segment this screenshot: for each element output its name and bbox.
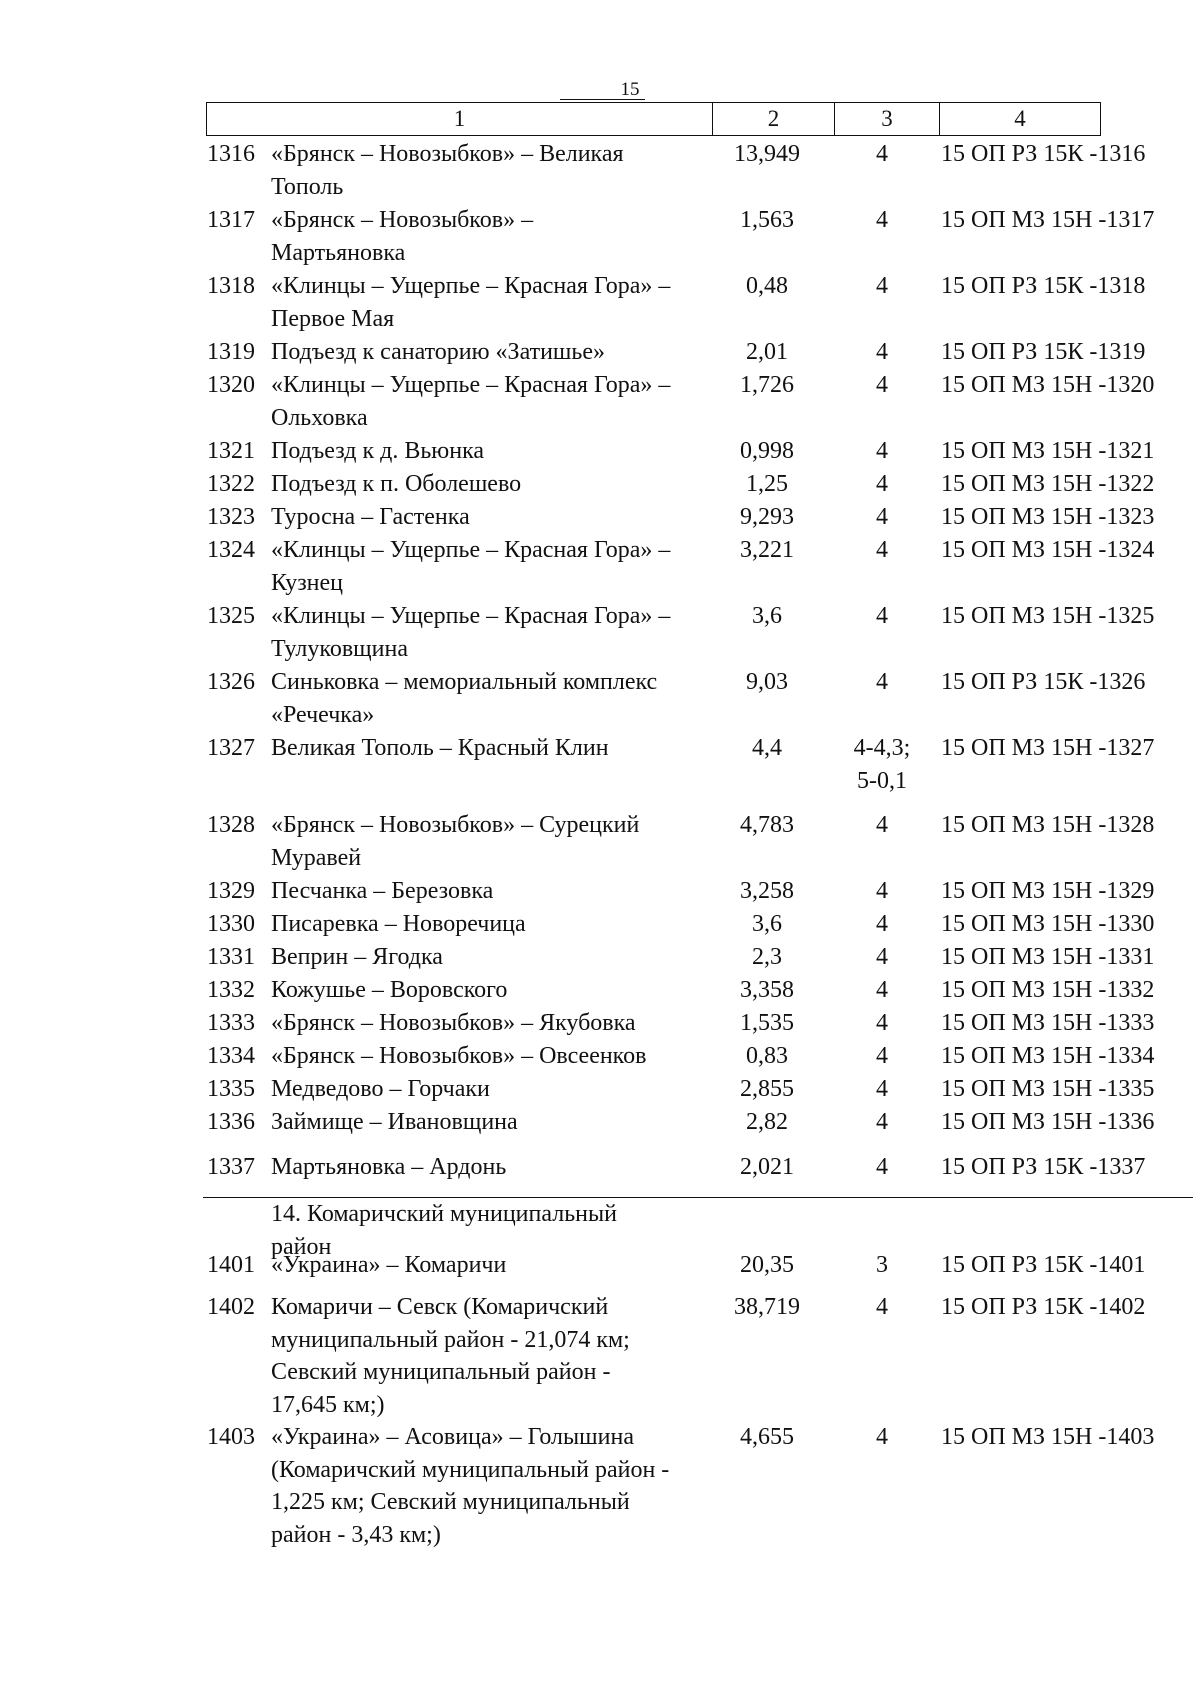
page-number-underline — [560, 99, 645, 100]
road-category-line: 4 — [876, 812, 888, 838]
road-category-line: 4 — [876, 1154, 888, 1180]
road-name-line: Мартьяновка — [271, 239, 406, 266]
road-name-line: «Украина» – Асовица» – Голышина — [271, 1424, 634, 1450]
row-number: 1326 — [207, 669, 255, 695]
road-length: 9,03 — [746, 669, 788, 695]
row-number: 1320 — [207, 372, 255, 398]
road-length: 0,48 — [746, 273, 788, 299]
road-category-line: 4 — [876, 207, 888, 233]
road-name-line: «Брянск – Новозыбков» – — [271, 207, 534, 233]
road-name — [271, 974, 711, 1007]
road-category — [832, 369, 932, 402]
road-name-line: «Клинцы – Ущерпье – Красная Гора» – — [271, 372, 671, 398]
road-code: 15 ОП МЗ 15Н -1330 — [941, 911, 1155, 937]
road-name — [271, 270, 711, 335]
road-category — [832, 336, 932, 369]
road-length: 3,6 — [752, 911, 782, 937]
road-length: 0,998 — [740, 438, 794, 464]
road-category-line: 4 — [876, 1076, 888, 1102]
road-name — [271, 732, 711, 765]
road-code: 15 ОП МЗ 15Н -1324 — [941, 537, 1155, 563]
road-category-line: 4 — [876, 669, 888, 695]
road-code: 15 ОП МЗ 15Н -1321 — [941, 438, 1155, 464]
road-name-line: Тулуковщина — [271, 635, 408, 662]
road-name-line: Подъезд к п. Оболешево — [271, 471, 522, 497]
road-name — [271, 204, 711, 269]
road-category — [832, 908, 932, 941]
road-category-line: 4 — [876, 1010, 888, 1036]
road-code: 15 ОП МЗ 15Н -1332 — [941, 977, 1155, 1003]
road-name-line: «Клинцы – Ущерпье – Красная Гора» – — [271, 603, 671, 629]
road-category-line: 3 — [876, 1252, 888, 1278]
row-number: 1402 — [207, 1294, 255, 1320]
road-category-line: 4 — [876, 911, 888, 937]
road-category-line: 4 — [876, 944, 888, 970]
road-code: 15 ОП МЗ 15Н -1403 — [941, 1424, 1155, 1450]
road-code: 15 ОП РЗ 15К -1319 — [941, 339, 1146, 365]
road-code: 15 ОП МЗ 15Н -1329 — [941, 878, 1155, 904]
row-number: 1325 — [207, 603, 255, 629]
road-code: 15 ОП МЗ 15Н -1333 — [941, 1010, 1155, 1036]
header-col-2: 2 — [767, 106, 780, 131]
road-category — [832, 666, 932, 699]
road-category — [832, 1007, 932, 1040]
road-category — [832, 1421, 932, 1454]
row-number: 1401 — [207, 1252, 255, 1278]
row-number: 1321 — [207, 438, 255, 464]
road-category-line: 4 — [876, 1424, 888, 1450]
road-name-line: муниципальный район - 21,074 км; — [271, 1326, 630, 1353]
road-category-line: 4 — [876, 438, 888, 464]
road-category — [832, 501, 932, 534]
row-number: 1331 — [207, 944, 255, 970]
road-name-line: Севский муниципальный район - — [271, 1359, 611, 1385]
road-name-line: «Брянск – Новозыбков» – Сурецкий — [271, 812, 640, 838]
road-name-line: Мартьяновка – Ардонь — [271, 1154, 507, 1180]
road-name-line: «Брянск – Новозыбков» – Овсеенков — [271, 1043, 647, 1069]
road-category-line: 4-4,3; — [853, 735, 911, 761]
road-name — [271, 501, 711, 534]
road-name-line: Ольховка — [271, 404, 368, 431]
road-category-line: 4 — [876, 339, 888, 365]
road-code: 15 ОП МЗ 15Н -1331 — [941, 944, 1155, 970]
row-number: 1328 — [207, 812, 255, 838]
road-name-line: Муравей — [271, 844, 362, 871]
road-length: 4,655 — [740, 1424, 794, 1450]
road-name-line: район — [271, 1233, 332, 1260]
road-length: 38,719 — [734, 1294, 800, 1320]
road-name-line: Туросна – Гастенка — [271, 504, 470, 530]
header-col-1: 1 — [453, 106, 466, 131]
road-name — [271, 1007, 711, 1040]
road-length: 3,258 — [740, 878, 794, 904]
road-name-line: Займище – Ивановщина — [271, 1109, 518, 1135]
road-code: 15 ОП МЗ 15Н -1327 — [941, 735, 1155, 761]
page-number: 15 — [620, 79, 640, 100]
road-name — [271, 1291, 711, 1421]
row-number: 1323 — [207, 504, 255, 530]
road-name-line: Кузнец — [271, 569, 344, 596]
road-name — [271, 369, 711, 434]
road-category — [832, 732, 932, 797]
road-code: 15 ОП РЗ 15К -1326 — [941, 669, 1146, 695]
road-name-line: Комаричи – Севск (Комаричский — [271, 1294, 609, 1320]
road-length: 13,949 — [734, 141, 800, 167]
road-name — [271, 138, 711, 203]
road-code: 15 ОП РЗ 15К -1402 — [941, 1294, 1146, 1320]
road-name-line: Медведово – Горчаки — [271, 1076, 490, 1102]
road-category-line: 4 — [876, 273, 888, 299]
road-name — [271, 600, 711, 665]
road-length: 2,021 — [740, 1154, 794, 1180]
row-number: 1336 — [207, 1109, 255, 1135]
road-name-line: «Клинцы – Ущерпье – Красная Гора» – — [271, 537, 671, 563]
road-category — [832, 974, 932, 1007]
road-category-line: 5-0,1 — [857, 767, 907, 794]
road-name-line: Кожушье – Воровского — [271, 977, 508, 1003]
road-category — [832, 600, 932, 633]
road-category — [832, 809, 932, 842]
road-name-line: Подъезд к д. Вьюнка — [271, 438, 485, 464]
road-category — [832, 138, 932, 171]
road-code: 15 ОП МЗ 15Н -1320 — [941, 372, 1155, 398]
road-category — [832, 1151, 932, 1184]
road-category — [832, 270, 932, 303]
road-category — [832, 1040, 932, 1073]
road-name-line: район - 3,43 км;) — [271, 1521, 441, 1548]
road-category-line: 4 — [876, 977, 888, 1003]
road-category — [832, 204, 932, 237]
road-category — [832, 1249, 932, 1282]
row-number: 1337 — [207, 1154, 255, 1180]
road-name-line: Первое Мая — [271, 305, 395, 332]
road-name — [271, 875, 711, 908]
road-name-line: Песчанка – Березовка — [271, 878, 494, 904]
road-name — [271, 941, 711, 974]
road-category-line: 4 — [876, 471, 888, 497]
road-name-line: «Брянск – Новозыбков» – Якубовка — [271, 1010, 636, 1036]
row-number: 1332 — [207, 977, 255, 1003]
road-category — [832, 875, 932, 908]
road-length: 4,4 — [752, 735, 782, 761]
road-name-line: (Комаричский муниципальный район - — [271, 1456, 670, 1483]
road-name — [271, 1421, 711, 1551]
road-name — [271, 1106, 711, 1139]
road-length: 1,726 — [740, 372, 794, 398]
road-name — [271, 1040, 711, 1073]
road-code: 15 ОП МЗ 15Н -1335 — [941, 1076, 1155, 1102]
road-name-line: Тополь — [271, 173, 344, 200]
road-category-line: 4 — [876, 504, 888, 530]
road-code: 15 ОП МЗ 15Н -1323 — [941, 504, 1155, 530]
header-col-3: 3 — [881, 106, 893, 131]
road-name — [271, 435, 711, 468]
row-number: 1335 — [207, 1076, 255, 1102]
road-name-line: «Клинцы – Ущерпье – Красная Гора» – — [271, 273, 671, 299]
road-name-line: «Брянск – Новозыбков» – Великая — [271, 141, 624, 167]
road-name-line: Писаревка – Новоречица — [271, 911, 526, 937]
row-number: 1316 — [207, 141, 255, 167]
row-number: 1333 — [207, 1010, 255, 1036]
road-code: 15 ОП РЗ 15К -1401 — [941, 1252, 1146, 1278]
road-code: 15 ОП МЗ 15Н -1317 — [941, 207, 1155, 233]
road-length: 2,3 — [752, 944, 782, 970]
road-name — [271, 666, 711, 731]
road-name-line: 17,645 км;) — [271, 1391, 385, 1418]
road-code: 15 ОП МЗ 15Н -1334 — [941, 1043, 1155, 1069]
road-category-line: 4 — [876, 603, 888, 629]
row-number: 1327 — [207, 735, 255, 761]
road-category-line: 4 — [876, 141, 888, 167]
road-name-line: «Речечка» — [271, 701, 375, 728]
road-code: 15 ОП РЗ 15К -1318 — [941, 273, 1146, 299]
road-name-line: Синьковка – мемориальный комплекс — [271, 669, 658, 695]
road-category — [832, 1073, 932, 1106]
road-length: 3,221 — [740, 537, 794, 563]
road-name — [271, 809, 711, 874]
road-name — [271, 468, 711, 501]
road-category — [832, 941, 932, 974]
road-category — [832, 534, 932, 567]
road-length: 9,293 — [740, 504, 794, 530]
row-number: 1319 — [207, 339, 255, 365]
road-length: 3,358 — [740, 977, 794, 1003]
row-number: 1322 — [207, 471, 255, 497]
road-length: 1,535 — [740, 1010, 794, 1036]
road-name-line: Великая Тополь – Красный Клин — [271, 735, 609, 761]
road-code: 15 ОП РЗ 15К -1316 — [941, 141, 1146, 167]
road-code: 15 ОП МЗ 15Н -1325 — [941, 603, 1155, 629]
road-length: 2,01 — [746, 339, 788, 365]
row-number: 1330 — [207, 911, 255, 937]
road-category-line: 4 — [876, 1294, 888, 1320]
road-category-line: 4 — [876, 372, 888, 398]
road-name — [271, 1249, 711, 1282]
road-length: 1,563 — [740, 207, 794, 233]
road-category-line: 4 — [876, 1109, 888, 1135]
road-name — [271, 1073, 711, 1106]
row-number: 1329 — [207, 878, 255, 904]
road-length: 4,783 — [740, 812, 794, 838]
road-name — [271, 908, 711, 941]
road-length: 0,83 — [746, 1043, 788, 1069]
row-number: 1403 — [207, 1424, 255, 1450]
road-name-line: Подъезд к санаторию «Затишье» — [271, 339, 606, 365]
road-code: 15 ОП РЗ 15К -1337 — [941, 1154, 1146, 1180]
road-code: 15 ОП МЗ 15Н -1336 — [941, 1109, 1155, 1135]
road-category — [832, 435, 932, 468]
road-name — [271, 534, 711, 599]
road-name — [271, 1151, 711, 1184]
section-divider — [203, 1197, 1193, 1198]
header-col-4: 4 — [1014, 106, 1026, 131]
road-name-line: «Украина» – Комаричи — [271, 1252, 507, 1278]
row-number: 1334 — [207, 1043, 255, 1069]
road-category-line: 4 — [876, 1043, 888, 1069]
road-length: 2,855 — [740, 1076, 794, 1102]
row-number: 1317 — [207, 207, 255, 233]
road-name-line: 14. Комаричский муниципальный — [271, 1201, 617, 1227]
road-code: 15 ОП МЗ 15Н -1322 — [941, 471, 1155, 497]
road-code: 15 ОП МЗ 15Н -1328 — [941, 812, 1155, 838]
road-length: 3,6 — [752, 603, 782, 629]
road-name-line: Веприн – Ягодка — [271, 944, 443, 970]
road-category — [832, 1106, 932, 1139]
row-number: 1324 — [207, 537, 255, 563]
road-length: 20,35 — [740, 1252, 794, 1278]
road-name — [271, 336, 711, 369]
road-category-line: 4 — [876, 878, 888, 904]
road-category — [832, 1291, 932, 1324]
row-number: 1318 — [207, 273, 255, 299]
road-name-line: 1,225 км; Севский муниципальный — [271, 1489, 630, 1515]
road-category-line: 4 — [876, 537, 888, 563]
road-length: 2,82 — [746, 1109, 788, 1135]
road-category — [832, 468, 932, 501]
road-length: 1,25 — [746, 471, 788, 497]
